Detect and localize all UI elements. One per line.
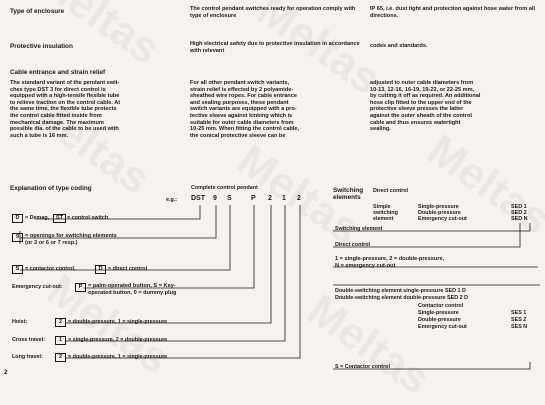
eg-label: e.g.:	[166, 197, 178, 203]
long-text: = double-pressure, 1 = single-pressure	[68, 354, 168, 360]
s-contactor-control: S = Contactor control	[335, 364, 390, 370]
code-box-p: P	[75, 283, 86, 292]
simple-3: element	[373, 216, 394, 222]
code-box-hoist: 2	[55, 318, 66, 327]
code-1: 1	[282, 195, 286, 202]
emergency-cut-out: Emergency cut-out	[418, 216, 467, 222]
contactor-text: = contactor control,	[25, 266, 76, 272]
heading-cable-entrance: Cable entrance and strain relief	[10, 69, 106, 76]
emergency-cut-out-2: Emergency cut-out	[418, 324, 467, 330]
code-box-d: D	[12, 214, 23, 223]
demag-text: = Demag,	[25, 215, 50, 221]
code-box-cross: 1	[55, 336, 66, 345]
switching-element-label: Switching element	[335, 226, 383, 232]
code-s: S	[227, 195, 232, 202]
ses-n: SES N	[511, 324, 528, 330]
pressure-note: 1 = single-pressure, 2 = double-pressure, N = emergency cut-out	[335, 256, 445, 269]
cable-text-col1: The standard variant of the pendant swit- ches type DST 3 for direct control is equipped with a high-tensile flexible tube to relieve traction on the control cable. At the same time, the flexible tube protects the control cable fitted inside from mechanical damage. The maximum possible dia. of the cable to be used with such a tube is 16 mm.	[10, 80, 121, 139]
sed-n: SED N	[511, 216, 528, 222]
heading-type-coding: Explanation of type coding	[10, 185, 92, 192]
cable-text-col2: For all other pendant switch variants, strain relief is effected by 2 polyamide- sheathed wire ropes. For cable entrance and sealing purposes, these pendant switch variants are equipped with a pro- tective sleeve against kinking which is suitable for outer cable diameters from 10-25 mm. When fitting the control cable, the conical protective sleeve can be	[190, 80, 300, 139]
emergency-label: Emergency cut-out:	[12, 284, 63, 290]
ip-text: IP 65, i.e. dust tight and protection against hose water from all directions.	[370, 6, 535, 19]
emergency-text: = palm-operated button, S = Key- operated button, 0 = dummy plug	[88, 283, 177, 296]
hoist-label: Hoist:	[12, 319, 28, 325]
code-box-9: 9	[12, 233, 23, 242]
direct-control-label-2: Direct control	[335, 242, 371, 248]
ses-1: SES 1	[511, 310, 527, 316]
openings-text: = openings for switching elements (or 3 or 6 or 7 resp.)	[25, 233, 117, 246]
double-pressure: Double-pressure	[418, 210, 461, 216]
sed-2: SED 2	[511, 210, 527, 216]
long-label: Long travel:	[12, 354, 43, 360]
code-box-d2: D	[95, 265, 106, 274]
code-box-long: 2	[55, 353, 66, 362]
direct-text: = direct control	[108, 266, 148, 272]
hoist-text: = double-pressure, 1 = single-pressure	[68, 319, 168, 325]
switching-heading: Switching	[333, 187, 364, 194]
switching-heading-2: elements	[333, 194, 361, 201]
code-box-st: ST	[53, 214, 66, 223]
codes-text: codes and standards.	[370, 43, 428, 49]
protective-insulation-text: High electrical safety due to protective insulation in accordance with relevant	[190, 41, 360, 54]
double-pressure-2: Double-pressure	[418, 317, 461, 323]
page-number: 2	[4, 369, 8, 376]
double-switching-single: Double-switching element single-pressure SED 1 D	[335, 288, 466, 294]
cable-text-col3: adjusted to outer cable diameters from 10-13, 12-16, 16-19, 19-22, or 22-25 mm, by cutting it off as required. An additional hose clip fitted to the upper end of the protective sleeve presses the latter against the outer sheath of the control cable and thus ensures watertight sealing.	[370, 80, 481, 133]
type-of-enclosure-text: The control pendant switches ready for operation comply with type of enclosure	[190, 6, 356, 19]
code-p: P	[251, 195, 256, 202]
cross-text: = single-pressure, 2 = double-pressure	[68, 337, 168, 343]
code-box-s: S	[12, 265, 23, 274]
sed-1: SED 1	[511, 204, 527, 210]
code-dst: DST	[191, 195, 205, 202]
code-9: 9	[213, 195, 217, 202]
single-pressure: Single-pressure	[418, 204, 459, 210]
ses-2: SES 2	[511, 317, 527, 323]
heading-type-of-enclosure: Type of enclosure	[10, 8, 65, 15]
single-pressure-2: Single-pressure	[418, 310, 459, 316]
cross-label: Cross travel:	[12, 337, 45, 343]
heading-protective-insulation: Protective insulation	[10, 43, 73, 50]
double-switching-double: Double-switching element double-pressure SED 2 D	[335, 295, 468, 301]
control-switch-text: = control switch	[67, 215, 109, 221]
simple-1: Simple	[373, 204, 391, 210]
code-2a: 2	[268, 195, 272, 202]
contactor-control-label: Contactor control	[418, 303, 464, 309]
direct-control-label: Direct control	[373, 188, 409, 194]
code-2b: 2	[297, 195, 301, 202]
simple-2: switching	[373, 210, 398, 216]
complete-control-pendant: Complete control pendant	[191, 185, 258, 191]
